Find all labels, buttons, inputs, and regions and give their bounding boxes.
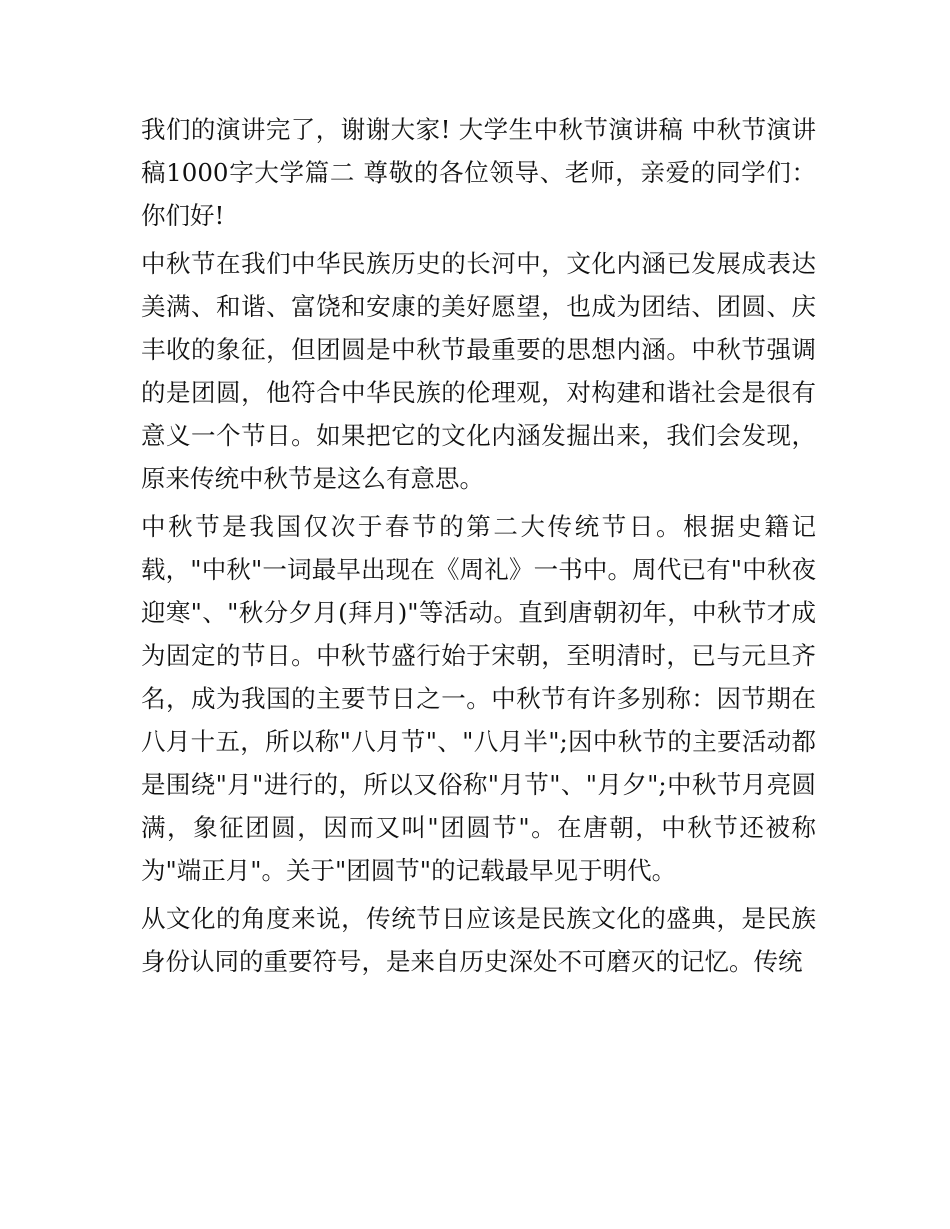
paragraph-closing-and-heading: 我们的演讲完了，谢谢大家! 大学生中秋节演讲稿 中秋节演讲稿1000字大学篇二 尊敬的各位领导、老师，亲爱的同学们：你们好! xyxy=(141,115,816,230)
paragraph-culture: 从文化的角度来说，传统节日应该是民族文化的盛典，是民族身份认同的重要符号，是来自历史深处不可磨灭的记忆。传统 xyxy=(141,904,816,976)
paragraph-history: 中秋节是我国仅次于春节的第二大传统节日。根据史籍记载，"中秋"一词最早出现在《周礼》一书中。周代已有"中秋夜迎寒"、"秋分夕月(拜月)"等活动。直到唐朝初年，中秋节才成为固定的节日。中秋节盛行始于宋朝，至明清时，已与元旦齐名，成为我国的主要节日之一。中秋节有许多别称：因节期在八月十五，所以称"八月节"、"八月半";因中秋节的主要活动都是围绕"月"进行的，所以又俗称"月节"、"月夕";中秋节月亮圆满，象征团圆，因而又叫"团圆节"。在唐朝，中秋节还被称为"端正月"。关于"团圆节"的记载最早见于明代。 xyxy=(141,512,816,885)
paragraph-reunion-meaning: 中秋节在我们中华民族历史的长河中，文化内涵已发展成表达美满、和谐、富饶和安康的美好愿望，也成为团结、团圆、庆丰收的象征，但团圆是中秋节最重要的思想内涵。中秋节强调的是团圆，他符合中华民族的伦理观，对构建和谐社会是很有意义一个节日。如果把它的文化内涵发掘出来，我们会发现，原来传统中秋节是这么有意思。 xyxy=(141,249,816,493)
document-body xyxy=(141,108,816,988)
